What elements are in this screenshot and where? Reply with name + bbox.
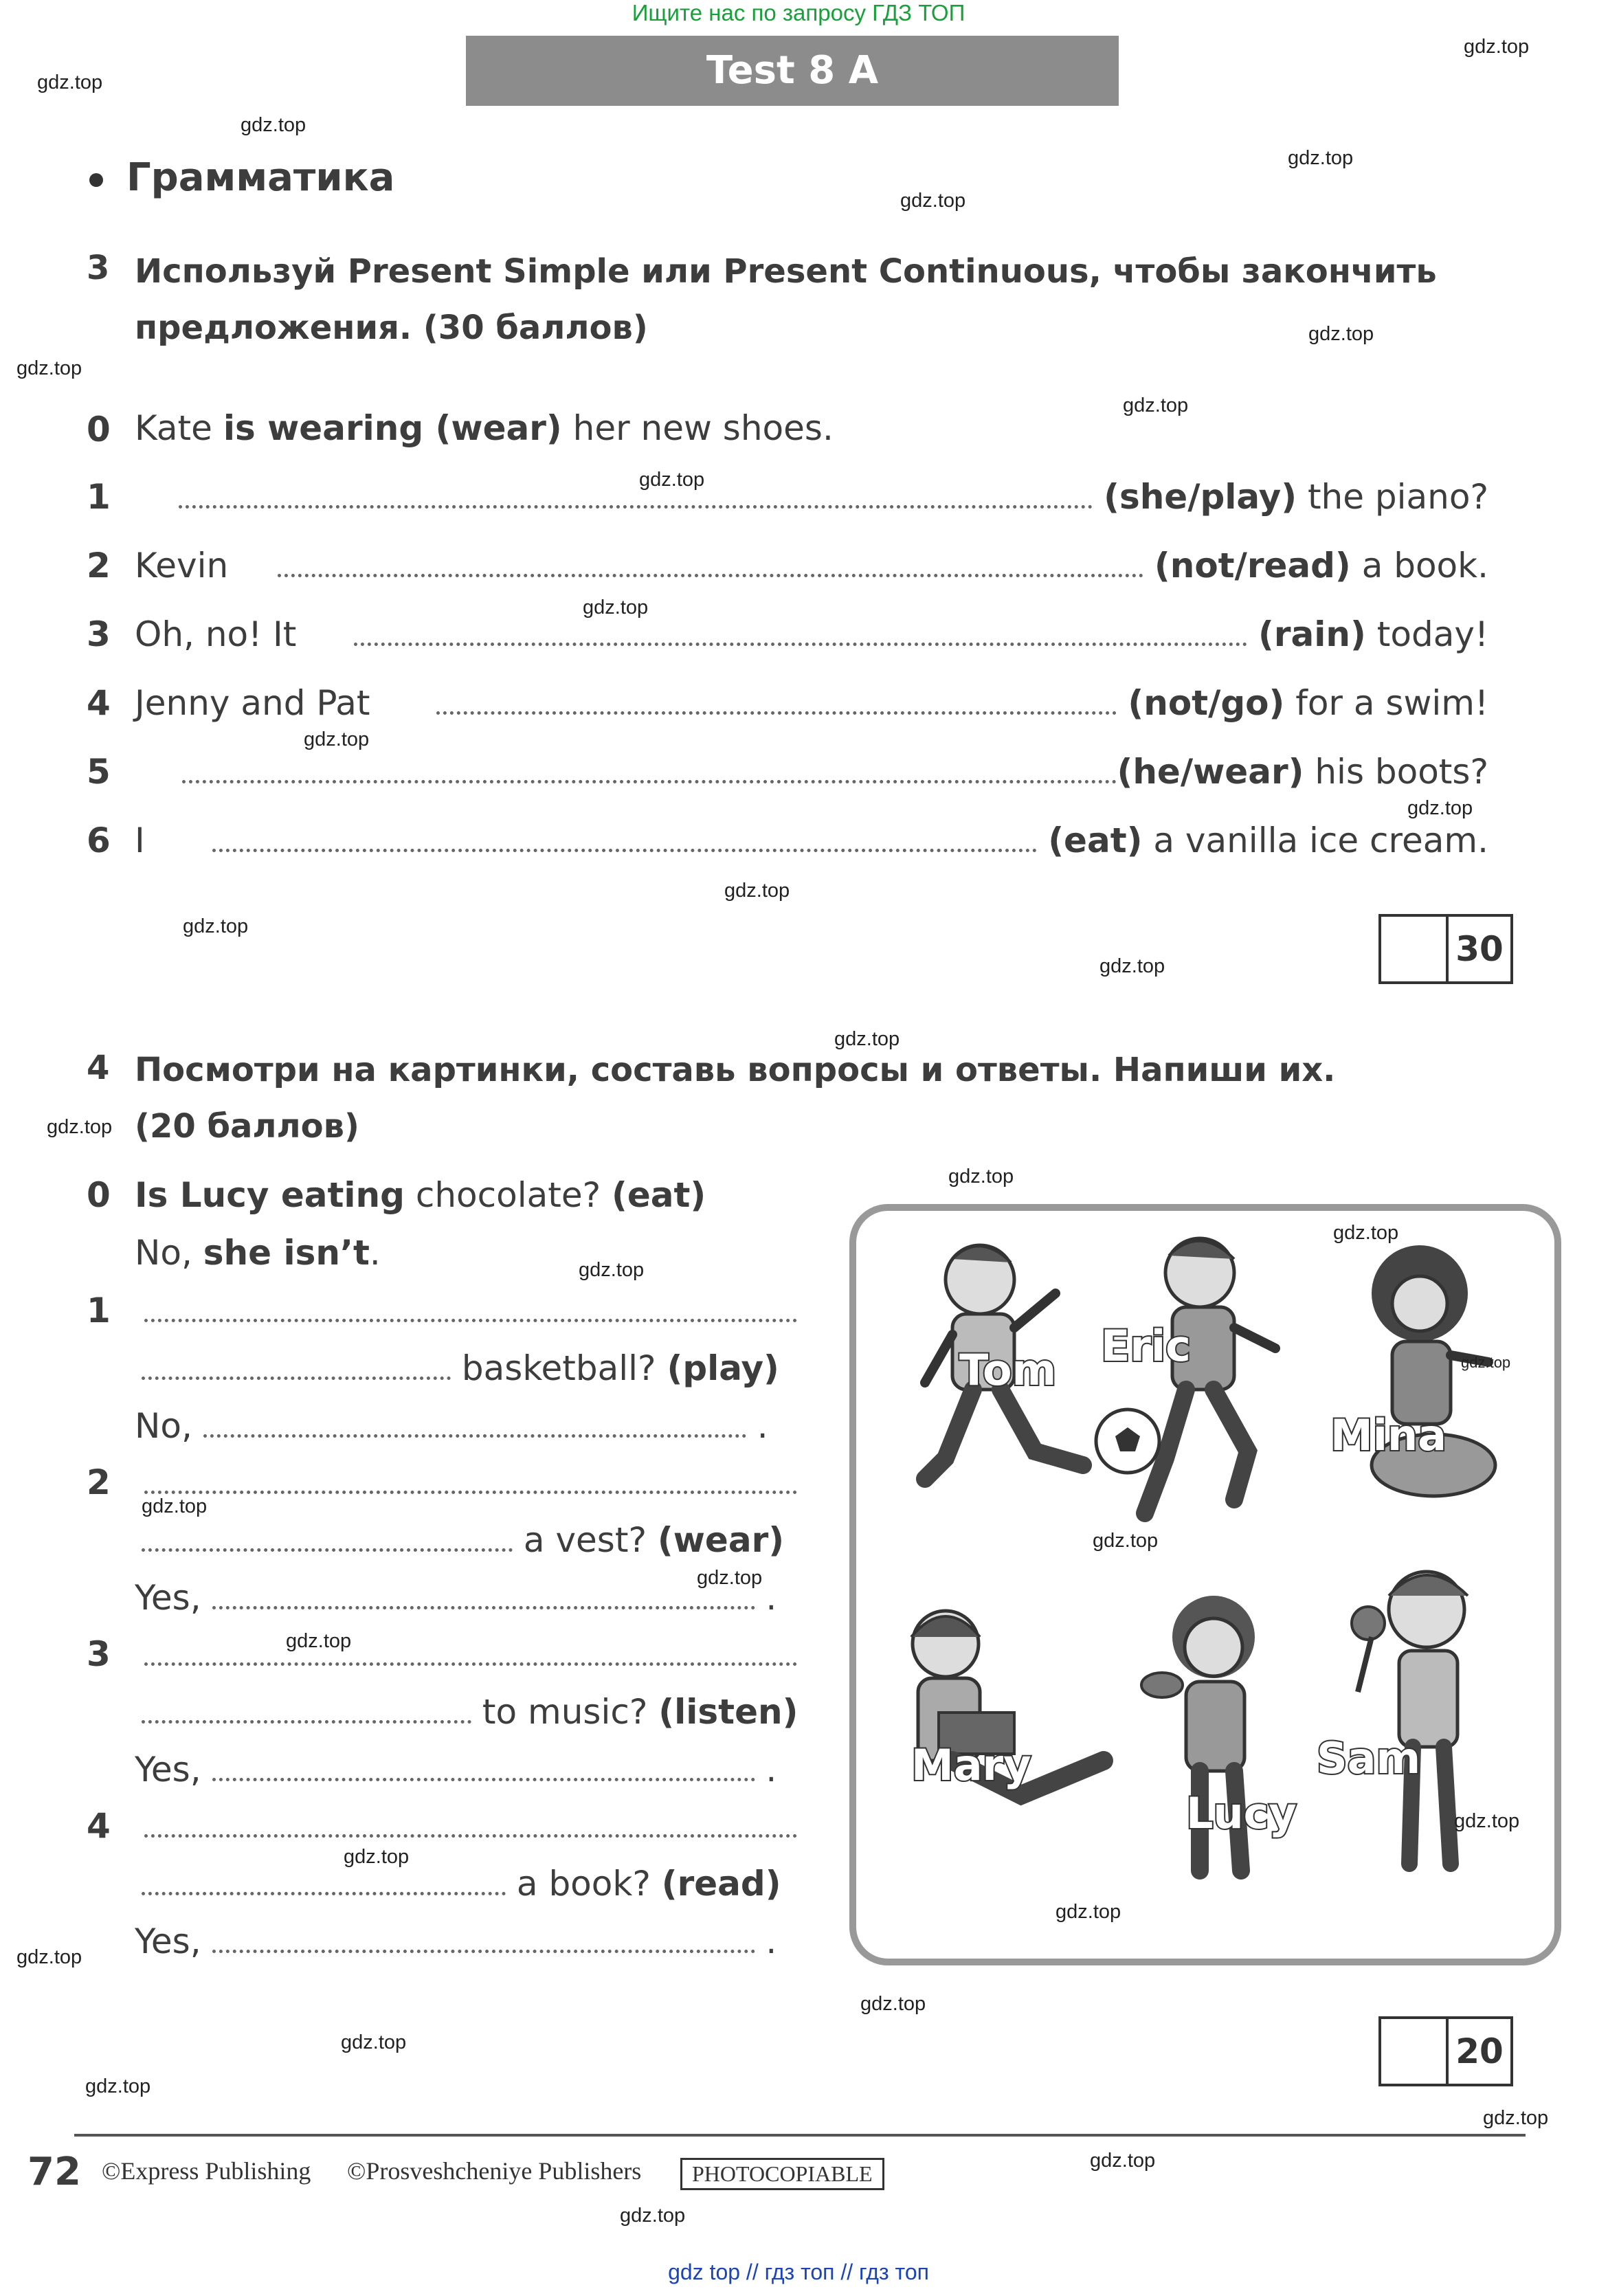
section-title: Грамматика bbox=[126, 155, 395, 200]
verb-hint: (not/read) bbox=[1154, 546, 1351, 586]
example-answer: is wearing (wear) bbox=[223, 408, 562, 448]
verb-hint: (he/wear) bbox=[1117, 752, 1304, 792]
verb-hint: (she/play) bbox=[1104, 477, 1297, 517]
task4-q1-line2 bbox=[142, 1348, 779, 1388]
test-title: Test 8 A bbox=[466, 36, 1119, 106]
answer-start: Yes, bbox=[135, 1578, 201, 1618]
task4-instruction-line2: (20 баллов) bbox=[135, 1107, 359, 1146]
task4-q4-line2 bbox=[142, 1864, 781, 1904]
task3-item-5 bbox=[151, 752, 1488, 792]
task4-a1: No, . bbox=[135, 1406, 768, 1446]
watermark: gdz.top bbox=[1461, 1354, 1511, 1371]
task3-item-2-rest bbox=[247, 546, 1488, 586]
sentence-start: Oh, no! It bbox=[135, 614, 297, 654]
answer-blank[interactable] bbox=[212, 1770, 755, 1781]
question-object: basketball? bbox=[461, 1348, 656, 1388]
verb-hint: (eat) bbox=[1048, 821, 1143, 860]
kid-name-mina: Mina bbox=[1330, 1410, 1447, 1460]
example-text: Kate bbox=[135, 408, 223, 448]
watermark: gdz.top bbox=[900, 190, 966, 212]
example-text-end: her new shoes. bbox=[561, 408, 834, 448]
sentence-end: a vanilla ice cream. bbox=[1142, 821, 1488, 860]
verb-hint: (listen) bbox=[658, 1692, 798, 1732]
task3-item-3-rest bbox=[323, 614, 1488, 654]
answer-start: Yes, bbox=[135, 1750, 201, 1790]
sam-figure-icon bbox=[1330, 1554, 1523, 1898]
task3-item-1 bbox=[144, 477, 1488, 517]
answer-blank[interactable] bbox=[142, 1884, 506, 1895]
watermark: gdz.top bbox=[860, 1993, 926, 2015]
task3-item-number: 4 bbox=[87, 683, 111, 723]
watermark: gdz.top bbox=[1123, 394, 1189, 416]
watermark: gdz.top bbox=[620, 2205, 686, 2227]
kid-name-eric: Eric bbox=[1101, 1321, 1191, 1371]
sentence-end: today! bbox=[1365, 614, 1488, 654]
answer-blank[interactable] bbox=[144, 1482, 797, 1494]
verb-hint: (wear) bbox=[657, 1520, 785, 1560]
bullet-icon bbox=[89, 173, 103, 187]
publisher-prosveshcheniye: ©Prosveshcheniye Publishers bbox=[347, 2157, 642, 2185]
answer-blank[interactable] bbox=[436, 703, 1117, 715]
answer-blank[interactable] bbox=[182, 772, 1117, 783]
watermark: gdz.top bbox=[37, 71, 103, 93]
watermark: gdz.top bbox=[1093, 1530, 1159, 1552]
watermark: gdz.top bbox=[1090, 2150, 1156, 2172]
watermark: gdz.top bbox=[344, 1846, 410, 1868]
watermark: gdz.top bbox=[1454, 1810, 1520, 1832]
watermark: gdz.top bbox=[724, 880, 790, 902]
example-answer-end: . bbox=[369, 1233, 381, 1273]
mina-figure-icon bbox=[1337, 1238, 1516, 1513]
task4-score-box[interactable] bbox=[1378, 2016, 1513, 2086]
watermark: gdz.top bbox=[16, 1946, 82, 1968]
watermark: gdz.top bbox=[1407, 797, 1473, 819]
sentence-end: his boots? bbox=[1304, 752, 1488, 792]
task3-instruction-line2: предложения. (30 баллов) bbox=[135, 309, 648, 347]
task4-instruction-line1: Посмотри на картинки, составь вопросы и ответы. Напиши их. bbox=[135, 1051, 1336, 1089]
watermark: gdz.top bbox=[583, 597, 649, 618]
task4-score-max: 20 bbox=[1446, 2019, 1510, 2084]
answer-blank[interactable] bbox=[354, 634, 1247, 646]
task4-q4-line1 bbox=[144, 1806, 797, 1846]
task3-item-number: 5 bbox=[87, 752, 111, 792]
watermark: gdz.top bbox=[16, 357, 82, 379]
watermark: gdz.top bbox=[142, 1495, 208, 1517]
verb-hint: (not/go) bbox=[1128, 683, 1285, 723]
task4-q2-line1 bbox=[144, 1462, 797, 1502]
task3-item-4 bbox=[135, 683, 370, 723]
task3-item-2 bbox=[135, 546, 228, 586]
watermark: gdz.top bbox=[304, 728, 370, 750]
task4-item-number: 3 bbox=[87, 1634, 111, 1674]
watermark: gdz.top bbox=[1099, 955, 1165, 977]
task3-item-number: 2 bbox=[87, 546, 111, 586]
task3-item-number: 0 bbox=[87, 410, 111, 449]
task3-item-6 bbox=[135, 821, 145, 860]
photocopiable-badge: PHOTOCOPIABLE bbox=[680, 2158, 884, 2190]
watermark: gdz.top bbox=[341, 2031, 407, 2053]
answer-start: No, bbox=[135, 1406, 192, 1446]
watermark: gdz.top bbox=[85, 2075, 151, 2097]
task3-item-number: 3 bbox=[87, 614, 111, 654]
task3-example bbox=[135, 408, 834, 448]
task4-example-question bbox=[135, 1175, 706, 1215]
task3-item-number: 6 bbox=[87, 821, 111, 860]
task4-q3-line2 bbox=[142, 1692, 798, 1732]
task4-item-number: 4 bbox=[87, 1806, 111, 1846]
task3-item-6-rest bbox=[162, 821, 1488, 860]
task3-score-box[interactable] bbox=[1378, 914, 1513, 984]
task4-item-number: 0 bbox=[87, 1175, 111, 1215]
task3-instruction-line1: Используй Present Simple или Present Continuous, чтобы закончить bbox=[135, 252, 1437, 291]
answer-blank[interactable] bbox=[212, 1941, 755, 1953]
watermark: gdz.top bbox=[47, 1116, 113, 1138]
task4-q2-line2 bbox=[142, 1520, 784, 1560]
task3-item-3 bbox=[135, 614, 296, 654]
watermark: gdz.top bbox=[697, 1567, 763, 1589]
answer-start: Yes, bbox=[135, 1921, 201, 1961]
task4-item-number: 1 bbox=[87, 1291, 111, 1330]
task4-instruction bbox=[135, 1042, 1335, 1155]
task4-number: 4 bbox=[87, 1049, 110, 1087]
sentence-start: Kevin bbox=[135, 546, 229, 586]
answer-blank[interactable] bbox=[179, 497, 1093, 509]
example-verb-hint: (eat) bbox=[612, 1175, 706, 1215]
football-icon bbox=[1090, 1403, 1165, 1479]
kid-name-lucy: Lucy bbox=[1186, 1788, 1297, 1838]
kid-name-mary: Mary bbox=[911, 1740, 1031, 1790]
question-object: a vest? bbox=[523, 1520, 647, 1560]
task4-q3-line1 bbox=[144, 1634, 797, 1674]
lucy-figure-icon bbox=[1124, 1582, 1303, 1905]
verb-hint: (play) bbox=[667, 1348, 779, 1388]
answer-blank[interactable] bbox=[142, 1540, 513, 1552]
sentence-start: Jenny and Pat bbox=[135, 683, 370, 723]
answer-blank[interactable] bbox=[144, 1654, 797, 1666]
example-question-bold: Is Lucy eating bbox=[135, 1175, 405, 1215]
answer-blank[interactable] bbox=[212, 1598, 755, 1609]
answer-blank[interactable] bbox=[278, 566, 1143, 577]
eric-figure-icon bbox=[1104, 1225, 1310, 1541]
section-heading bbox=[89, 155, 394, 200]
task4-a2: Yes, . bbox=[135, 1578, 777, 1618]
page-number: 72 bbox=[27, 2150, 81, 2194]
task3-score-max: 30 bbox=[1446, 917, 1510, 981]
task4-item-number: 2 bbox=[87, 1462, 111, 1502]
watermark: gdz.top bbox=[1308, 323, 1374, 345]
sentence-start: I bbox=[135, 821, 145, 860]
example-answer-start: No, bbox=[135, 1233, 203, 1273]
watermark: gdz.top bbox=[948, 1166, 1014, 1188]
verb-hint: (read) bbox=[661, 1864, 781, 1904]
question-object: to music? bbox=[482, 1692, 648, 1732]
watermark: gdz.top bbox=[183, 915, 249, 937]
watermark: gdz.top bbox=[1056, 1901, 1121, 1923]
watermark: gdz.top bbox=[579, 1259, 645, 1281]
watermark: gdz.top bbox=[1288, 147, 1354, 169]
task3-number: 3 bbox=[87, 249, 110, 287]
kid-name-sam: Sam bbox=[1317, 1733, 1421, 1783]
question-object: a book? bbox=[516, 1864, 651, 1904]
task4-a4: Yes, . bbox=[135, 1921, 777, 1961]
bottom-links[interactable]: gdz top // гдз топ // гдз топ bbox=[668, 2260, 929, 2284]
verb-hint: (rain) bbox=[1258, 614, 1366, 654]
watermark: gdz.top bbox=[1483, 2107, 1549, 2129]
task3-item-number: 1 bbox=[87, 477, 111, 517]
watermark: gdz.top bbox=[241, 114, 306, 136]
footer-divider bbox=[74, 2134, 1526, 2137]
watermark: gdz.top bbox=[1464, 36, 1530, 58]
example-answer-bold: she isn’t bbox=[203, 1233, 370, 1273]
task4-a3: Yes, . bbox=[135, 1750, 777, 1790]
sentence-end: the piano? bbox=[1297, 477, 1488, 517]
sentence-end: for a swim! bbox=[1284, 683, 1488, 723]
task3-item-4-rest bbox=[412, 683, 1488, 723]
publisher-express: ©Express Publishing bbox=[102, 2157, 311, 2185]
watermark: gdz.top bbox=[639, 469, 705, 491]
answer-blank[interactable] bbox=[212, 840, 1037, 852]
watermark: gdz.top bbox=[834, 1028, 900, 1050]
answer-blank[interactable] bbox=[144, 1311, 797, 1322]
answer-blank[interactable] bbox=[142, 1368, 451, 1380]
task4-example-answer bbox=[135, 1233, 381, 1273]
answer-blank[interactable] bbox=[203, 1426, 746, 1438]
example-question-rest: chocolate? bbox=[404, 1175, 612, 1215]
kid-name-tom: Tom bbox=[959, 1345, 1057, 1395]
kids-illustration-panel bbox=[849, 1204, 1561, 1965]
answer-blank[interactable] bbox=[144, 1826, 797, 1838]
answer-blank[interactable] bbox=[142, 1712, 471, 1724]
task3-instruction bbox=[135, 243, 1437, 356]
task4-q1-line1 bbox=[144, 1291, 797, 1330]
watermark: gdz.top bbox=[286, 1630, 352, 1652]
search-banner[interactable]: Ищите нас по запросу ГДЗ ТОП bbox=[632, 0, 965, 25]
sentence-end: a book. bbox=[1350, 546, 1488, 586]
watermark: gdz.top bbox=[1333, 1222, 1399, 1244]
